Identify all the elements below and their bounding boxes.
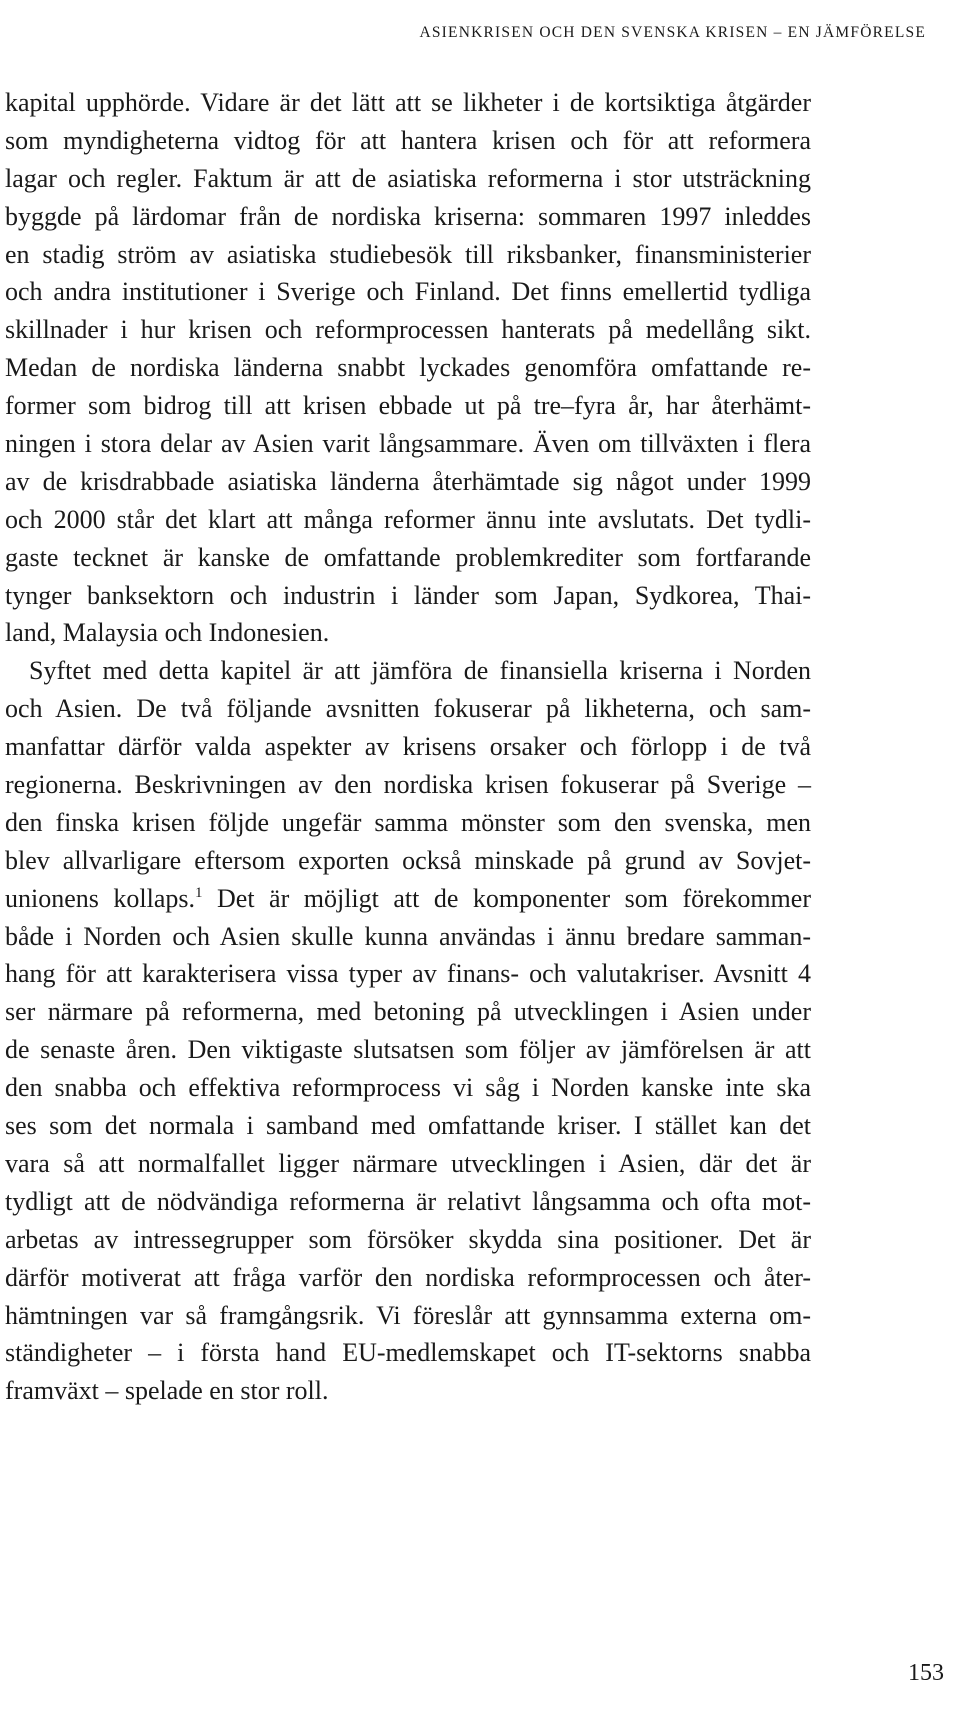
- text-line: ständigheter – i första hand EU-medlemskapet och IT-sektorns snabba: [5, 1338, 811, 1368]
- paragraph: [5, 652, 811, 1410]
- text-line: som myndigheterna vidtog för att hantera krisen och för att reformera: [5, 125, 811, 155]
- text-line: framväxt – spelade en stor roll.: [5, 1376, 329, 1406]
- text-line: kapital upphörde. Vidare är det lätt att se likheter i de kortsiktiga åtgärder: [5, 88, 811, 117]
- text-line: ser närmare på reformerna, med betoning på utvecklingen i Asien under: [5, 997, 811, 1027]
- text-line: Syftet med detta kapitel är att jämföra de finansiella kriserna i Norden: [29, 656, 811, 686]
- text-line: vara så att normalfallet ligger närmare utvecklingen i Asien, där det är: [5, 1148, 811, 1178]
- text-line: den finska krisen följde ungefär samma mönster som den svenska, men: [5, 807, 811, 837]
- text-line: byggde på lärdomar från de nordiska kriserna: sommaren 1997 inleddes: [5, 201, 811, 231]
- text-line: lagar och regler. Faktum är att de asiatiska reformerna i stor utsträckning: [5, 163, 811, 193]
- text-line: tynger banksektorn och industrin i länder som Japan, Sydkorea, Thai-: [5, 580, 811, 610]
- text-line: Medan de nordiska länderna snabbt lyckades genomföra omfattande re-: [5, 353, 811, 383]
- text-line: ses som det normala i samband med omfattande kriser. I stället kan det: [5, 1111, 811, 1141]
- text-line: regionerna. Beskrivningen av den nordiska krisen fokuserar på Sverige –: [5, 770, 811, 800]
- text-line: land, Malaysia och Indonesien.: [5, 618, 330, 648]
- text-line: hang för att karakterisera vissa typer av finans- och valutakriser. Avsnitt 4: [5, 959, 811, 989]
- text-segment: Det är möjligt att de komponenter som förekommer: [202, 883, 811, 913]
- running-header: ASIENKRISEN OCH DEN SVENSKA KRISEN – EN JÄMFÖRELSE: [419, 24, 926, 41]
- text-line: och Asien. De två följande avsnitten fokuserar på likheterna, och sam-: [5, 694, 811, 724]
- text-line: [5, 880, 811, 918]
- text-line: och 2000 står det klart att många reformer ännu inte avslutats. Det tydli-: [5, 504, 811, 534]
- paragraph: [5, 84, 811, 652]
- text-line: tydligt att de nödvändiga reformerna är relativt långsamma och ofta mot-: [5, 1186, 811, 1216]
- text-line: hämtningen var så framgångsrik. Vi föreslår att gynnsamma externa om-: [5, 1300, 811, 1330]
- text-line: av de krisdrabbade asiatiska länderna återhämtade sig något under 1999: [5, 466, 811, 496]
- text-line: både i Norden och Asien skulle kunna användas i ännu bredare samman-: [5, 921, 811, 951]
- text-line: manfattar därför valda aspekter av krisens orsaker och förlopp i de två: [5, 732, 811, 762]
- text-line: en stadig ström av asiatiska studiebesök till riksbanker, finansministerier: [5, 239, 811, 269]
- page-number: 153: [908, 1660, 944, 1686]
- body-text: [5, 84, 811, 1410]
- text-line: former som bidrog till att krisen ebbade ut på tre–fyra år, har återhämt-: [5, 391, 811, 421]
- text-line: därför motiverat att fråga varför den nordiska reformprocessen och åter-: [5, 1262, 811, 1292]
- text-line: och andra institutioner i Sverige och Finland. Det finns emellertid tydliga: [5, 277, 811, 307]
- text-line: skillnader i hur krisen och reformprocessen hanterats på medellång sikt.: [5, 315, 811, 345]
- text-line: de senaste åren. Den viktigaste slutsatsen som följer av jämförelsen är att: [5, 1035, 811, 1065]
- text-line: arbetas av intressegrupper som försöker skydda sina positioner. Det är: [5, 1224, 811, 1254]
- text-line: gaste tecknet är kanske de omfattande problemkrediter som fortfarande: [5, 542, 811, 572]
- text-segment: unionens kollaps.: [5, 883, 195, 913]
- text-line: ningen i stora delar av Asien varit långsammare. Även om tillväxten i flera: [5, 429, 811, 459]
- text-line: den snabba och effektiva reformprocess vi såg i Norden kanske inte ska: [5, 1073, 811, 1103]
- footnote-reference[interactable]: 1: [195, 884, 203, 901]
- text-line: blev allvarligare eftersom exporten också minskade på grund av Sovjet-: [5, 845, 811, 875]
